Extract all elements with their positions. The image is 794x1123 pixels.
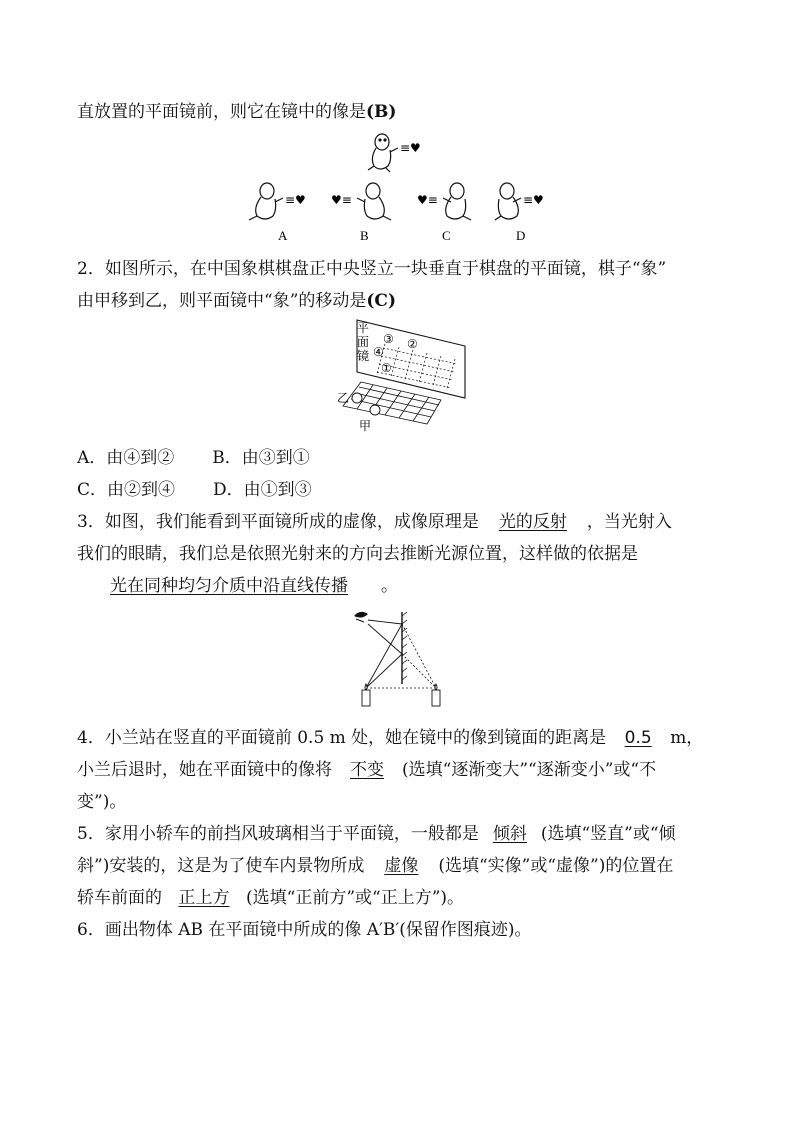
option-d-label: D [516,228,526,243]
option-b-label: B [360,228,369,243]
candle-image-icon [432,684,440,706]
q5-blank3: 正上方 [178,888,230,908]
circled-3: ③ [383,332,394,346]
q2-option-b: B．由③到① [212,448,310,468]
label-jia: 甲 [359,419,372,433]
q2-text: 由甲移到乙，则平面镜中“象”的移动是 [77,291,367,311]
q5-line1 [77,823,676,845]
q4-blank1: 0.5 [624,728,652,748]
option-a-symbol: ≡♥ [285,193,306,207]
q4-text-post: m， [670,728,704,748]
q1-object-symbol: ≡♥ [400,141,421,155]
mirror-char-1: 平 [357,321,370,335]
q5-line3 [77,887,464,909]
q3-line1 [77,511,672,533]
q5-line3-post: (选填“正前方”或“正上方”)。 [246,888,465,908]
candle-icon [362,684,370,706]
q2-options-row2 [77,479,312,501]
q1-object-figure [360,132,440,174]
q5-line3-pre: 轿车前面的 [77,888,162,908]
q6-line: 6．画出物体 AB 在平面镜中所成的像 A′B′(保留作图痕迹)。 [77,920,532,940]
q3-blank2: 光在同种均匀介质中沿直线传播 [110,576,348,596]
q2-option-a: A．由④到② [77,448,175,468]
circled-1: ① [381,361,392,375]
q4-line2-post: (选填“逐渐变大”“逐渐变小”或“不 [402,760,657,780]
cartoon-figure-icon [368,134,398,172]
q4-blank2: 不变 [350,760,384,780]
q4-text-pre: 4．小兰站在竖直的平面镜前 0.5 m 处，她在镜中的像到镜面的距离是 [77,728,607,748]
q2-answer: (C) [366,291,397,311]
q1-answer: (B) [366,102,397,122]
q5-line1-post: (选填“竖直”或“倾 [540,824,676,844]
q2-chessboard-figure [335,318,475,436]
q5-blank2: 虚像 [384,856,419,876]
circled-2: ② [407,337,418,351]
q3-line3 [77,575,398,597]
q3-text-post: ，当光射入 [586,512,672,532]
q3-text-pre: 3．如图，我们能看到平面镜所成的虚像，成像原理是 [77,512,479,532]
q3-line2: 我们的眼睛，我们总是依照光射来的方向去推断光源位置，这样做的依据是 [77,544,638,564]
q2-option-d: D．由①到③ [213,480,312,500]
q4-line2 [77,759,656,781]
label-yi: 乙 [337,391,350,405]
mirror-char-2: 面 [357,335,370,349]
option-b-symbol: ♥≡ [331,193,352,207]
mirror-char-3: 镜 [357,349,370,363]
option-c-symbol: ♥≡ [417,193,438,207]
q5-line2 [77,855,673,877]
option-a-figure [249,183,283,220]
q5-line2-pre: 斜”)安装的，这是为了使车内景物所成 [77,856,365,876]
q4-line3: 变”)。 [77,792,127,812]
q4-line1 [77,727,703,749]
q5-line2-post: (选填“实像”或“虚像”)的位置在 [438,856,674,876]
option-a-label: A [278,228,288,243]
q5-line1-pre: 5．家用小轿车的前挡风玻璃相当于平面镜，一般都是 [77,824,479,844]
eye-icon [354,612,368,622]
option-c-figure [443,183,471,220]
option-b-figure [357,183,391,220]
q1-options-figure [245,180,555,244]
q1-text: 直放置的平面镜前，则它在镜中的像是 [77,102,366,122]
q4-line2-pre: 小兰后退时，她在平面镜中的像将 [77,760,332,780]
q3-blank1: 光的反射 [498,512,567,532]
q2-stem-line1: 2．如图所示，在中国象棋棋盘正中央竖立一块垂直于棋盘的平面镜，棋子“象” [77,259,667,279]
option-c-label: C [442,228,451,243]
q2-option-c: C．由②到④ [77,480,176,500]
q3-line3-post: 。 [381,576,398,596]
q5-blank1: 倾斜 [492,824,527,844]
q3-mirror-figure [350,606,450,710]
circled-4: ④ [373,345,384,359]
option-d-symbol: ≡♥ [523,193,544,207]
q2-stem-line2 [77,290,396,312]
q2-options-row1 [77,447,310,469]
option-d-figure [495,183,521,220]
q1-stem [77,101,396,123]
